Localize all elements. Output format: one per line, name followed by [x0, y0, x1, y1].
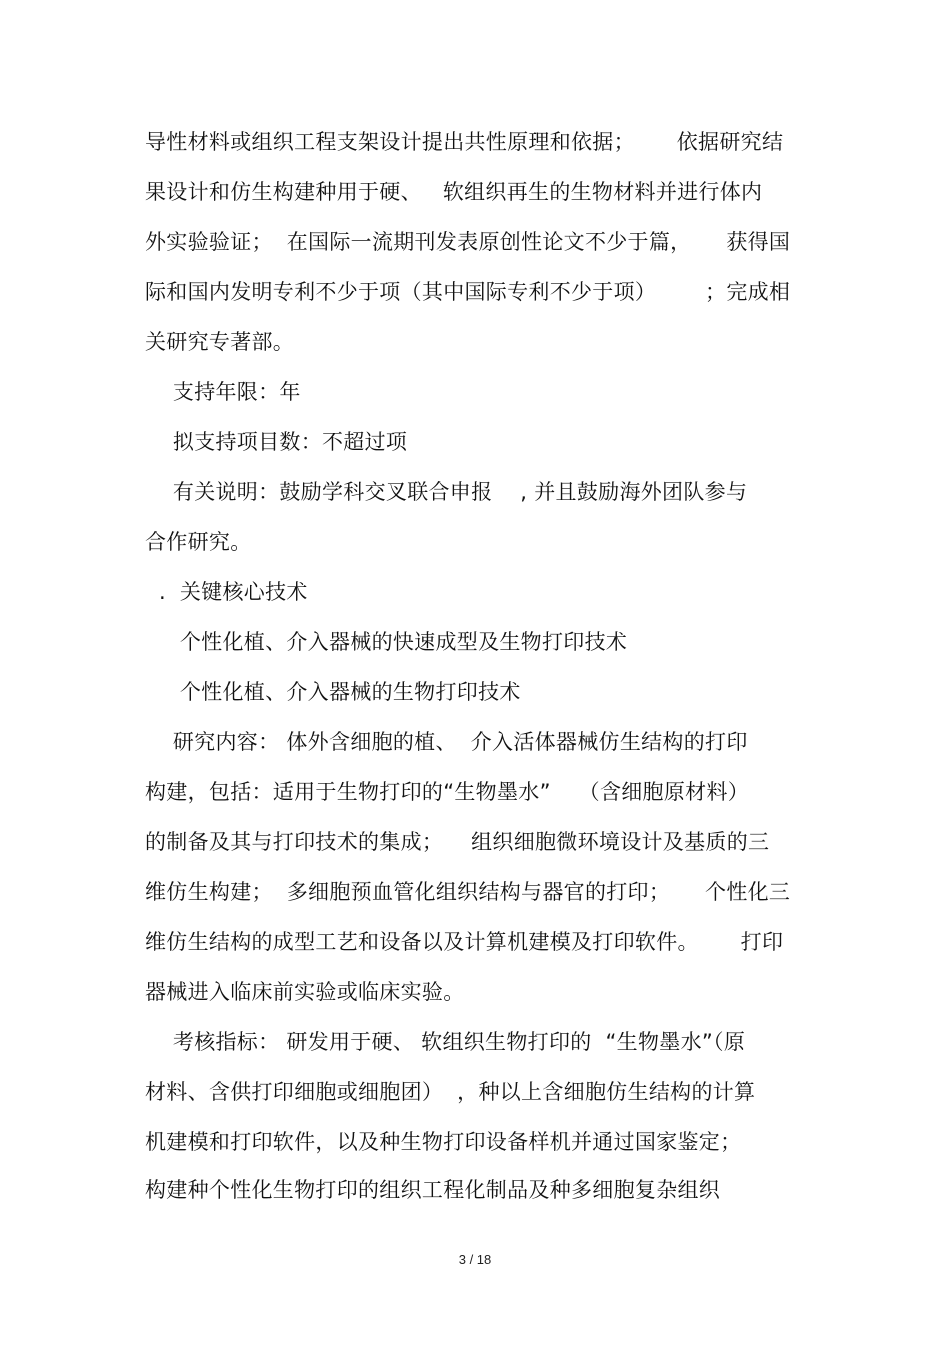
- text-line: 际和国内发明专利不少于项（其中国际专利不少于项） ；完成相: [145, 280, 791, 304]
- text-line: 拟支持项目数：不超过项: [145, 430, 408, 454]
- text-line: 构建，包括：适用于生物打印的“生物墨水” （含细胞原材料）: [145, 780, 750, 804]
- text-line: 维仿生构建； 多细胞预血管化组织结构与器官的打印； 个性化三: [145, 880, 791, 904]
- text-line: 外实验验证； 在国际一流期刊发表原创性论文不少于篇， 获得国: [145, 230, 791, 254]
- section-heading: . 关键核心技术: [145, 580, 308, 604]
- text-line: 考核指标： 研发用于硬、 软组织生物打印的 “生物墨水”（原: [145, 1030, 746, 1054]
- text-line: 支持年限：年: [145, 380, 301, 404]
- subsection-heading: 个性化植、介入器械的快速成型及生物打印技术: [145, 630, 628, 654]
- text-line: 有关说明：鼓励学科交叉联合申报 , 并且鼓励海外团队参与: [145, 480, 748, 504]
- text-line: 材料、含供打印细胞或细胞团） ，种以上含细胞仿生结构的计算: [145, 1080, 756, 1104]
- text-line: 导性材料或组织工程支架设计提出共性原理和依据； 依据研究结: [145, 130, 784, 154]
- text-line: 的制备及其与打印技术的集成； 组织细胞微环境设计及基质的三: [145, 830, 770, 854]
- text-line: 维仿生结构的成型工艺和设备以及计算机建模及打印软件。 打印: [145, 930, 784, 954]
- text-line: 关研究专著部。: [145, 330, 295, 354]
- subsection-heading: 个性化植、介入器械的生物打印技术: [145, 680, 521, 704]
- text-line: 合作研究。: [145, 530, 252, 554]
- text-line: 器械进入临床前实验或临床实验。: [145, 980, 465, 1004]
- text-line: 果设计和仿生构建种用于硬、 软组织再生的生物材料并进行体内: [145, 180, 763, 204]
- page-number: 3 / 18: [458, 1252, 492, 1267]
- text-line: 构建种个性化生物打印的组织工程化制品及种多细胞复杂组织: [145, 1178, 721, 1202]
- text-line: 研究内容： 体外含细胞的植、 介入活体器械仿生结构的打印: [145, 730, 748, 754]
- text-line: 机建模和打印软件，以及种生物打印设备样机并通过国家鉴定；: [145, 1130, 742, 1154]
